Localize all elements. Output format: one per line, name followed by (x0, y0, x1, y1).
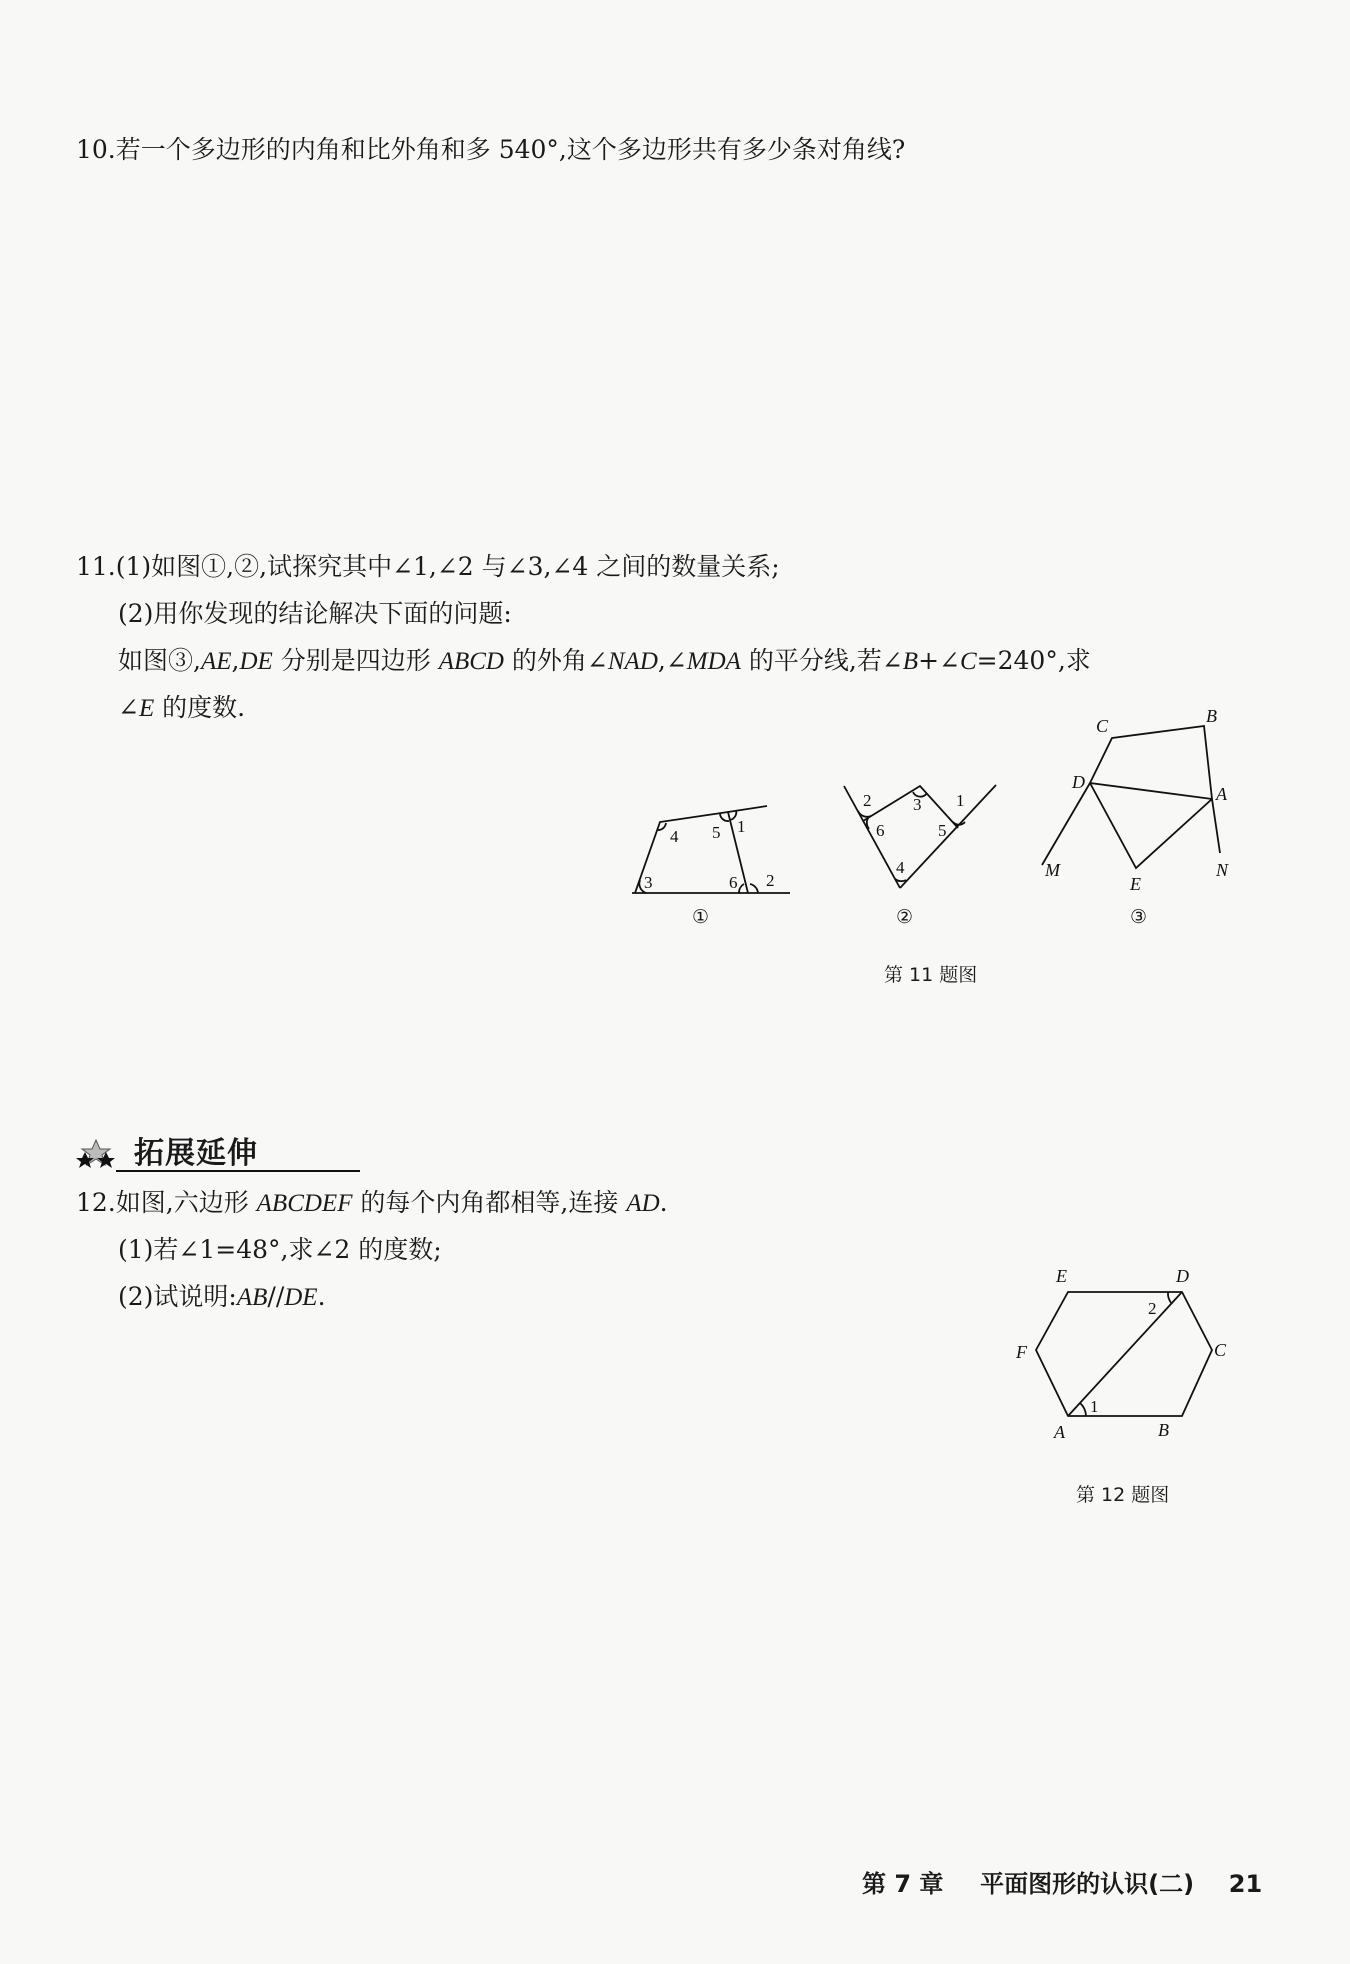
question-12-text: 12.如图,六边形 ABCDEF 的每个内角都相等,连接 AD. (76, 1188, 668, 1217)
fig3-label-n: N (1216, 860, 1229, 880)
hex-label-d: D (1176, 1266, 1189, 1286)
fig2-arc-4 (895, 879, 906, 881)
fig1-mark-2: 2 (766, 871, 775, 890)
fig1-arc-2 (750, 884, 758, 893)
angle-2-arc (1168, 1292, 1172, 1304)
figure-2-label: ② (896, 906, 914, 928)
diagonal-ad (1068, 1292, 1182, 1416)
fig2-arc-6 (867, 818, 869, 829)
fig2-mark-3: 3 (913, 795, 922, 814)
angle-1-arc (1080, 1403, 1086, 1416)
figure-12-caption: 第 12 题图 (1076, 1484, 1170, 1506)
fig3-quadrilateral (1090, 726, 1212, 799)
fig3-label-m: M (1045, 860, 1060, 880)
fig1-mark-4: 4 (670, 827, 679, 846)
fig2-mark-6: 6 (876, 821, 885, 840)
figure-3-label: ③ (1130, 906, 1148, 928)
footer-chapter: 第 7 章 (862, 1870, 944, 1898)
page-footer (862, 1864, 1262, 1899)
fig1-arc-5 (720, 814, 729, 821)
question-11-problem-line: 如图③,AE,DE 分别是四边形 ABCD 的外角∠NAD,∠MDA 的平分线,若∠B+∠C=240°,求 (118, 646, 1091, 675)
fig2-mark-2: 2 (863, 791, 872, 810)
fig1-mark-3: 3 (644, 873, 653, 892)
fig3-label-b: B (1206, 710, 1217, 726)
question-11-figures (620, 710, 1260, 950)
figure-11-caption: 第 11 题图 (884, 964, 978, 986)
hex-angle-1: 1 (1090, 1397, 1099, 1416)
fig2-mark-5: 5 (938, 821, 947, 840)
figure-1-label: ① (692, 906, 710, 928)
fig3-label-a: A (1216, 784, 1227, 804)
question-11-part2: (2)用你发现的结论解决下面的问题: (118, 599, 512, 628)
fig3-label-e: E (1130, 874, 1141, 894)
fig2-left-line (844, 786, 900, 888)
hex-label-a: A (1054, 1422, 1065, 1442)
figure-3 (1042, 710, 1229, 894)
section-underline (116, 1170, 360, 1172)
section-heading (76, 1128, 286, 1172)
hex-label-e: E (1056, 1266, 1067, 1286)
hex-label-b: B (1158, 1420, 1169, 1440)
fig3-line-an (1212, 799, 1220, 853)
fig1-mark-5: 5 (712, 823, 721, 842)
question-12-figure (1000, 1262, 1260, 1462)
footer-chapter-title: 平面图形的认识(二) (980, 1870, 1195, 1898)
page-number: 21 (1228, 1870, 1263, 1898)
fig1-extension (728, 806, 767, 812)
figure-1 (632, 806, 790, 893)
question-11-problem-line2: ∠E 的度数. (118, 693, 246, 722)
stars-icon (76, 1138, 120, 1172)
fig1-mark-6: 6 (729, 873, 738, 892)
fig2-mark-4: 4 (896, 858, 905, 877)
fig2-mark-1: 1 (956, 791, 965, 810)
question-12-part1: (1)若∠1=48°,求∠2 的度数; (118, 1235, 442, 1264)
hex-label-f: F (1016, 1342, 1027, 1362)
section-title: 拓展延伸 (134, 1136, 258, 1171)
hex-label-c: C (1214, 1340, 1227, 1360)
figure-2 (844, 785, 996, 888)
question-10-text: 10.若一个多边形的内角和比外角和多 540°,这个多边形共有多少条对角线? (76, 135, 906, 164)
fig1-arc-6 (739, 884, 744, 893)
question-12-part2: (2)试说明:AB//DE. (118, 1282, 326, 1311)
hex-angle-2: 2 (1148, 1299, 1157, 1318)
fig3-label-d: D (1072, 772, 1085, 792)
fig1-mark-1: 1 (737, 817, 746, 836)
fig3-label-c: C (1096, 716, 1109, 736)
question-11-part1: 11.(1)如图①,②,试探究其中∠1,∠2 与∠3,∠4 之间的数量关系; (76, 552, 780, 581)
fig2-arc-5-1 (953, 822, 965, 825)
fig3-line-dm (1042, 783, 1090, 865)
